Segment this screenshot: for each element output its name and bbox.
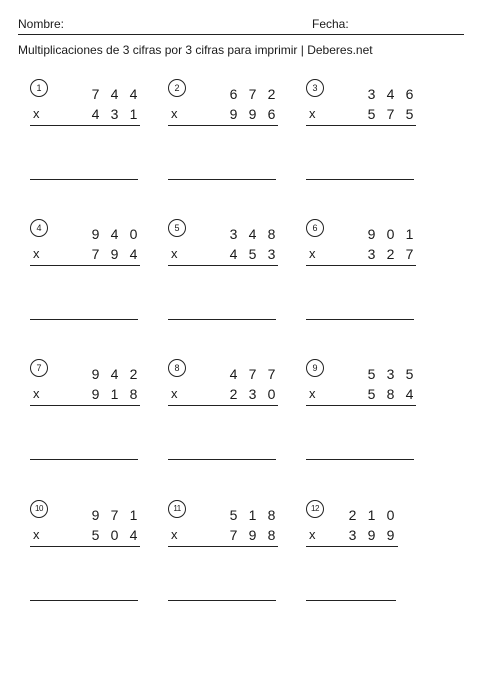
digit: 0: [110, 527, 119, 543]
digit: 5: [367, 386, 376, 402]
multiplicand: [86, 507, 143, 523]
digit: 5: [405, 106, 414, 122]
digit: 9: [367, 226, 376, 242]
digit: 4: [110, 366, 119, 382]
digit: 8: [386, 386, 395, 402]
problem-number: 8: [168, 359, 186, 377]
digit: 4: [110, 226, 119, 242]
problem-number: 7: [30, 359, 48, 377]
digit: 2: [386, 246, 395, 262]
multiply-sign: x: [171, 386, 178, 401]
product-rule: [168, 546, 278, 547]
answer-line[interactable]: [30, 179, 138, 180]
answer-line[interactable]: [306, 319, 414, 320]
multiplier: [86, 106, 143, 122]
multiplication-problem: [306, 79, 426, 209]
answer-line[interactable]: [168, 600, 276, 601]
product-rule: [306, 546, 398, 547]
product-rule: [168, 265, 278, 266]
multiplicand: [224, 226, 281, 242]
digit: 7: [248, 366, 257, 382]
multiplication-problem: [306, 219, 426, 349]
digit: 7: [229, 527, 238, 543]
digit: 9: [91, 226, 100, 242]
digit: 4: [248, 226, 257, 242]
digit: 3: [348, 527, 357, 543]
multiplier: [224, 106, 281, 122]
digit: 7: [110, 507, 119, 523]
problem-number: 1: [30, 79, 48, 97]
multiplicand: [86, 226, 143, 242]
digit: 4: [129, 246, 138, 262]
answer-line[interactable]: [168, 319, 276, 320]
digit: 5: [248, 246, 257, 262]
multiply-sign: x: [33, 246, 40, 261]
digit: 1: [248, 507, 257, 523]
multiplier: [343, 527, 400, 543]
digit: 5: [91, 527, 100, 543]
problem-number: 4: [30, 219, 48, 237]
digit: 7: [91, 246, 100, 262]
answer-line[interactable]: [306, 600, 396, 601]
digit: 3: [267, 246, 276, 262]
multiplicand: [362, 226, 419, 242]
digit: 4: [110, 86, 119, 102]
digit: 4: [91, 106, 100, 122]
multiplicand: [224, 366, 281, 382]
digit: 3: [367, 246, 376, 262]
multiplication-problem: [30, 500, 150, 630]
date-label: Fecha:: [312, 17, 349, 31]
problem-number: 11: [168, 500, 186, 518]
digit: 4: [229, 366, 238, 382]
digit: 8: [267, 226, 276, 242]
multiplier: [224, 246, 281, 262]
digit: 1: [405, 226, 414, 242]
answer-line[interactable]: [306, 179, 414, 180]
multiply-sign: x: [33, 386, 40, 401]
digit: 9: [91, 366, 100, 382]
digit: 5: [367, 106, 376, 122]
multiplication-problem: [168, 359, 288, 489]
digit: 6: [229, 86, 238, 102]
digit: 0: [386, 507, 395, 523]
answer-line[interactable]: [30, 319, 138, 320]
digit: 9: [91, 507, 100, 523]
product-rule: [30, 265, 140, 266]
digit: 4: [129, 86, 138, 102]
digit: 4: [386, 86, 395, 102]
digit: 8: [129, 386, 138, 402]
multiplicand: [362, 86, 419, 102]
multiplicand: [86, 86, 143, 102]
product-rule: [30, 546, 140, 547]
multiply-sign: x: [309, 386, 316, 401]
digit: 4: [405, 386, 414, 402]
digit: 9: [91, 386, 100, 402]
multiplier: [86, 527, 143, 543]
digit: 2: [348, 507, 357, 523]
digit: 0: [386, 226, 395, 242]
multiplication-problem: [168, 219, 288, 349]
digit: 3: [386, 366, 395, 382]
multiplication-problem: [306, 359, 426, 489]
product-rule: [306, 265, 416, 266]
multiplier: [224, 527, 281, 543]
multiply-sign: x: [309, 106, 316, 121]
multiplier: [362, 386, 419, 402]
digit: 9: [386, 527, 395, 543]
multiplier: [362, 246, 419, 262]
multiply-sign: x: [33, 527, 40, 542]
digit: 9: [110, 246, 119, 262]
multiply-sign: x: [171, 106, 178, 121]
digit: 7: [248, 86, 257, 102]
digit: 9: [229, 106, 238, 122]
multiplicand: [224, 86, 281, 102]
multiplication-problem: [30, 79, 150, 209]
problem-number: 9: [306, 359, 324, 377]
digit: 6: [267, 106, 276, 122]
answer-line[interactable]: [30, 600, 138, 601]
digit: 7: [386, 106, 395, 122]
multiplicand: [343, 507, 400, 523]
multiplicand: [362, 366, 419, 382]
digit: 1: [129, 106, 138, 122]
multiply-sign: x: [171, 527, 178, 542]
multiplication-problem: [30, 359, 150, 489]
digit: 1: [110, 386, 119, 402]
digit: 4: [129, 527, 138, 543]
digit: 9: [248, 106, 257, 122]
multiplication-problem: [30, 219, 150, 349]
answer-line[interactable]: [306, 459, 414, 460]
problem-number: 6: [306, 219, 324, 237]
problem-number: 2: [168, 79, 186, 97]
answer-line[interactable]: [30, 459, 138, 460]
digit: 5: [367, 366, 376, 382]
multiplication-problem: [168, 500, 288, 630]
worksheet-title: Multiplicaciones de 3 cifras por 3 cifras para imprimir | Deberes.net: [18, 43, 373, 57]
digit: 5: [229, 507, 238, 523]
digit: 3: [248, 386, 257, 402]
product-rule: [30, 405, 140, 406]
digit: 8: [267, 527, 276, 543]
digit: 0: [267, 386, 276, 402]
digit: 0: [129, 226, 138, 242]
digit: 5: [405, 366, 414, 382]
answer-line[interactable]: [168, 179, 276, 180]
multiplication-problem: [306, 500, 426, 630]
product-rule: [306, 405, 416, 406]
digit: 2: [267, 86, 276, 102]
digit: 3: [110, 106, 119, 122]
product-rule: [306, 125, 416, 126]
multiplicand: [224, 507, 281, 523]
digit: 4: [229, 246, 238, 262]
multiply-sign: x: [309, 246, 316, 261]
problem-number: 10: [30, 500, 48, 518]
multiplier: [224, 386, 281, 402]
digit: 7: [91, 86, 100, 102]
multiply-sign: x: [309, 527, 316, 542]
name-label: Nombre:: [18, 17, 65, 31]
multiplicand: [86, 366, 143, 382]
multiplier: [86, 246, 143, 262]
digit: 8: [267, 507, 276, 523]
answer-line[interactable]: [168, 459, 276, 460]
digit: 9: [367, 527, 376, 543]
digit: 6: [405, 86, 414, 102]
digit: 9: [248, 527, 257, 543]
multiplication-problem: [168, 79, 288, 209]
digit: 3: [367, 86, 376, 102]
product-rule: [168, 405, 278, 406]
digit: 3: [229, 226, 238, 242]
multiplier: [86, 386, 143, 402]
product-rule: [30, 125, 140, 126]
problem-number: 3: [306, 79, 324, 97]
digit: 2: [229, 386, 238, 402]
multiply-sign: x: [33, 106, 40, 121]
product-rule: [168, 125, 278, 126]
multiply-sign: x: [171, 246, 178, 261]
multiplier: [362, 106, 419, 122]
problem-number: 12: [306, 500, 324, 518]
digit: 7: [405, 246, 414, 262]
digit: 1: [367, 507, 376, 523]
digit: 2: [129, 366, 138, 382]
problem-number: 5: [168, 219, 186, 237]
digit: 1: [129, 507, 138, 523]
digit: 7: [267, 366, 276, 382]
